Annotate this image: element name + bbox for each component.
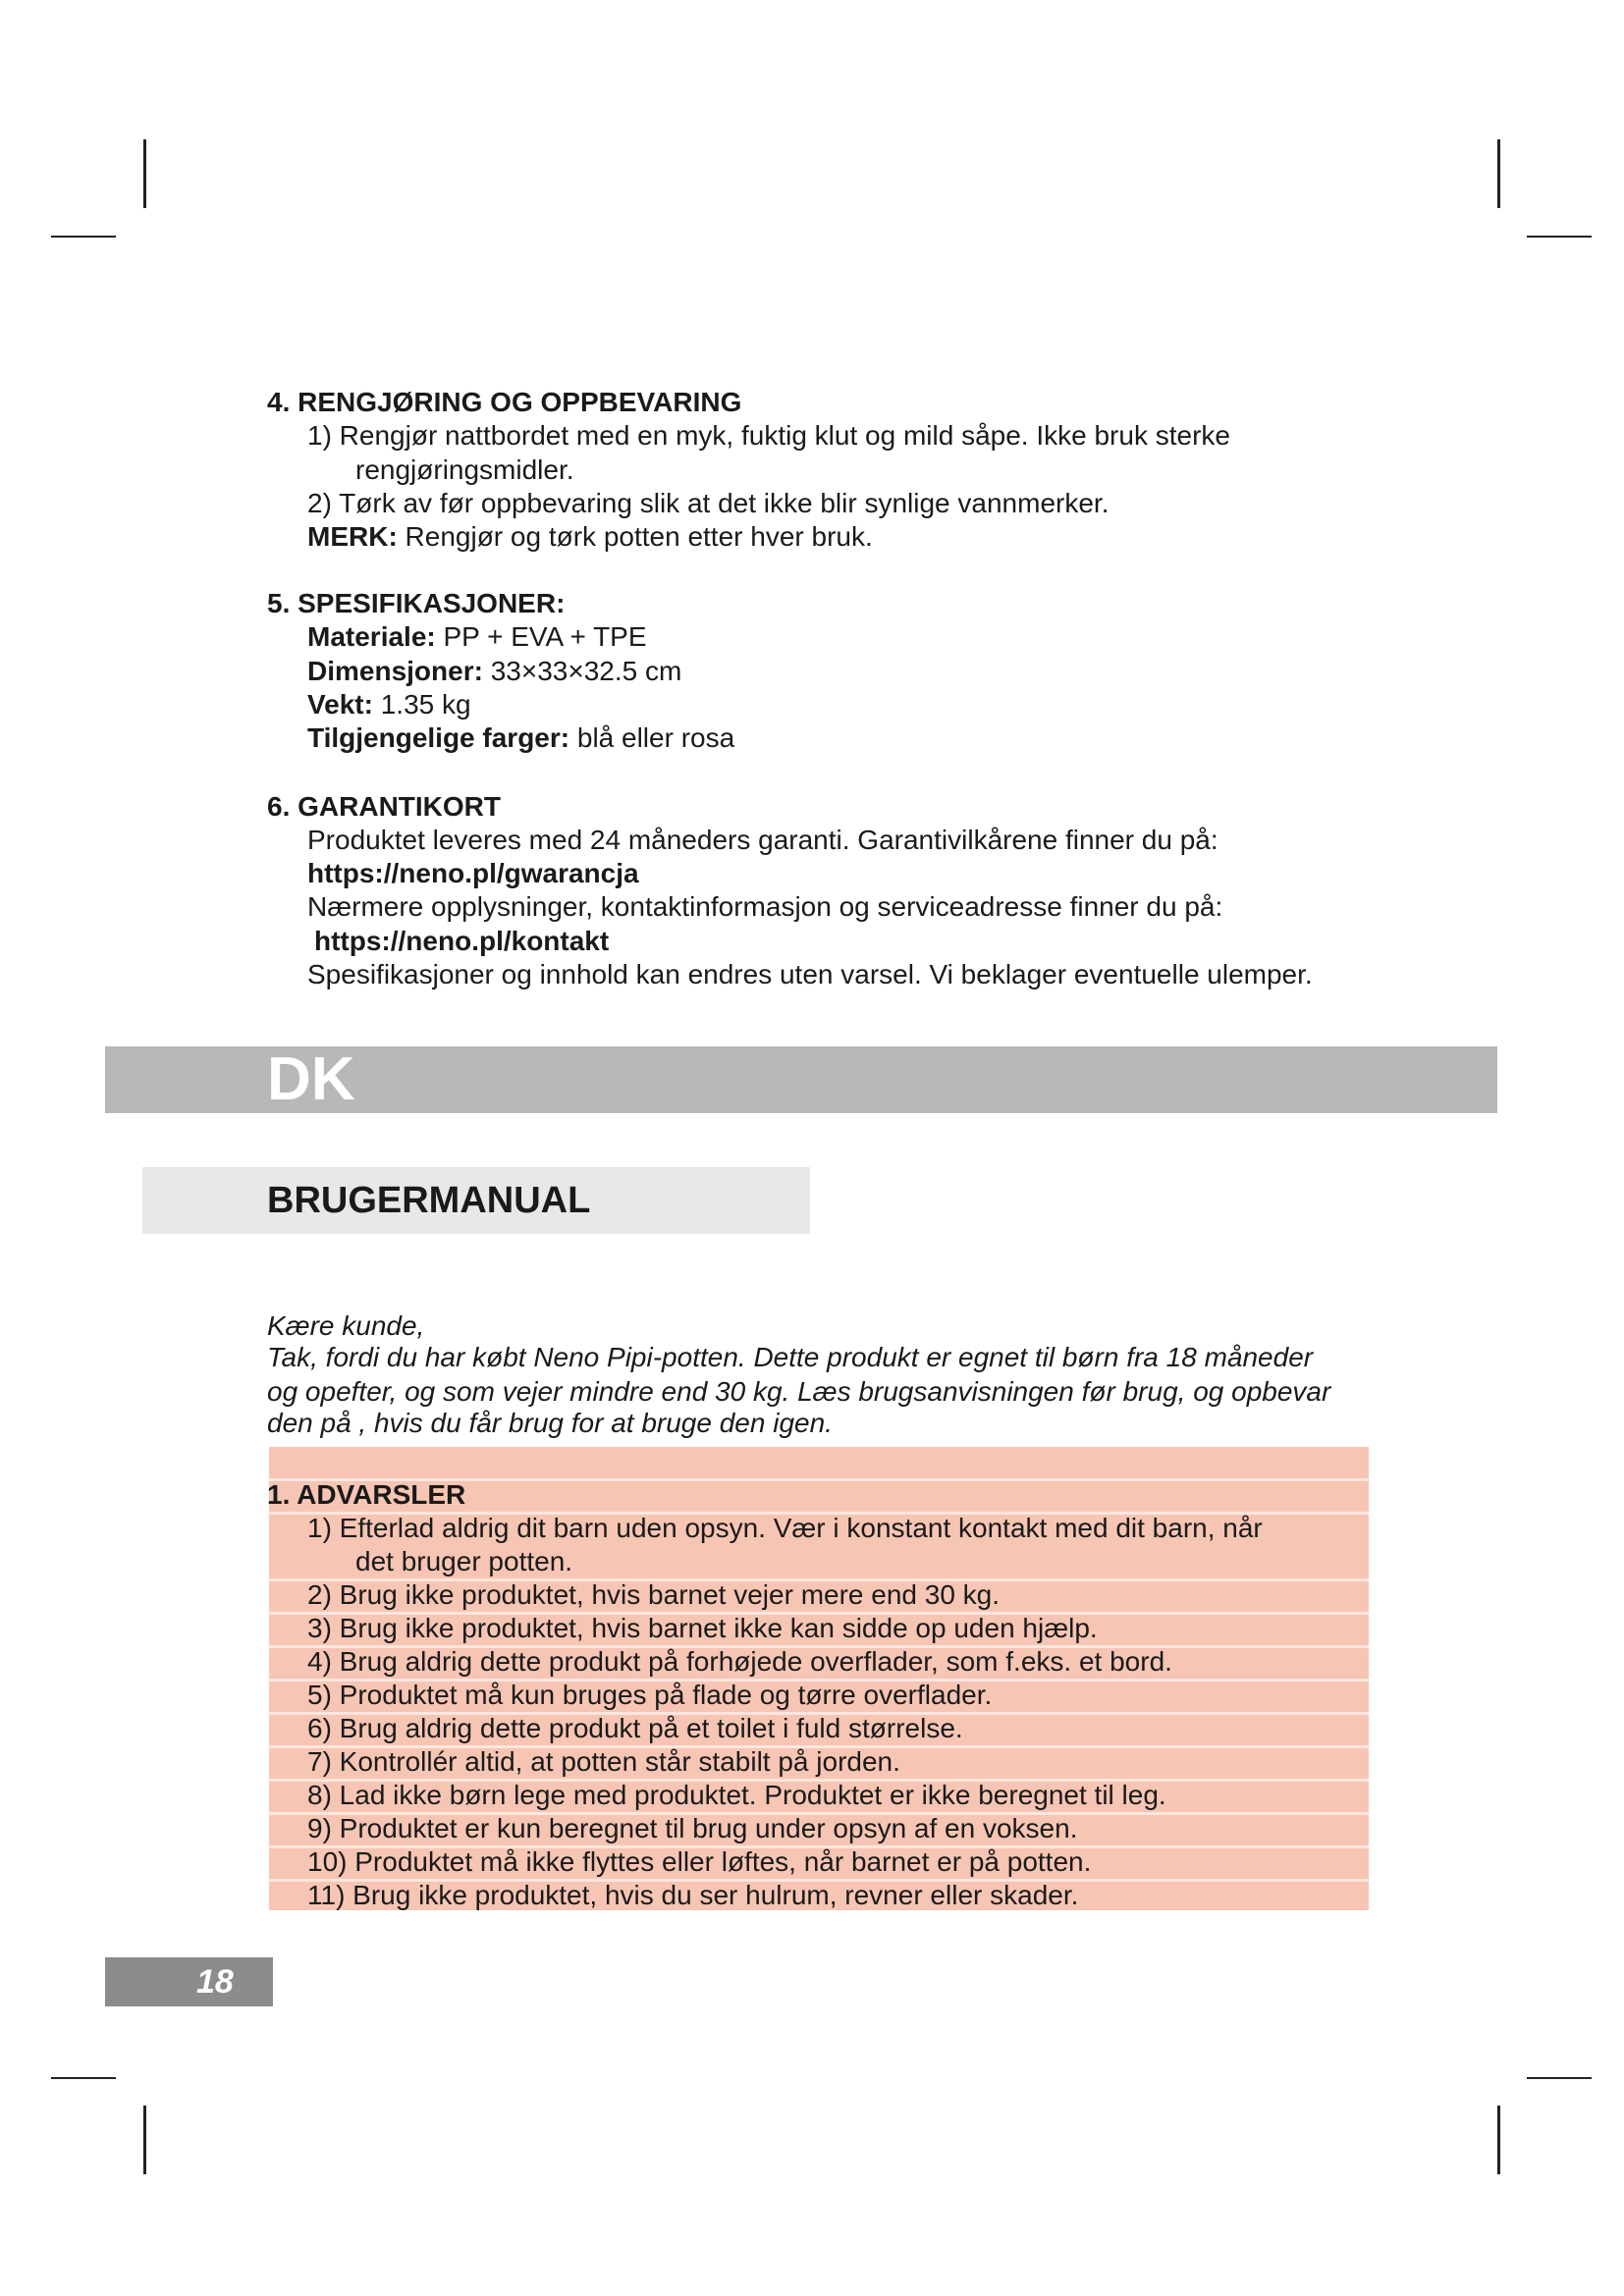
note xyxy=(307,520,873,554)
language-code: DK xyxy=(267,1045,355,1113)
warning-item: 2) Brug ikke produktet, hvis barnet vejer mere end 30 kg. xyxy=(307,1579,1001,1610)
crop-mark xyxy=(143,2106,146,2174)
spec-row xyxy=(307,655,681,688)
list-item: 2) Tørk av før oppbevaring slik at det ikke blir synlige vannmerker. xyxy=(307,488,1110,518)
manual-title: BRUGERMANUAL xyxy=(267,1180,591,1221)
intro-line: og opefter, og som vejer mindre end 30 kg. Læs brugsanvisningen før brug, og opbevar xyxy=(267,1376,1331,1407)
spec-label: Materiale: xyxy=(307,621,436,652)
crop-mark xyxy=(51,236,116,238)
crop-mark xyxy=(1497,2106,1500,2174)
note-text: Rengjør og tørk potten etter hver bruk. xyxy=(397,521,873,552)
spec-value: PP + EVA + TPE xyxy=(435,621,647,652)
section-heading: 1. ADVARSLER xyxy=(267,1479,466,1510)
warranty-link[interactable]: https://neno.pl/gwarancja xyxy=(307,858,639,888)
contact-link[interactable]: https://neno.pl/kontakt xyxy=(314,926,610,956)
warning-item: 10) Produktet må ikke flyttes eller løftes, når barnet er på potten. xyxy=(307,1846,1092,1877)
spec-label: Tilgjengelige farger: xyxy=(307,722,570,753)
intro-line: Kære kunde, xyxy=(267,1310,425,1341)
spec-label: Dimensjoner: xyxy=(307,656,483,686)
spec-value: blå eller rosa xyxy=(569,722,735,753)
warning-item: 7) Kontrollér altid, at potten står stabilt på jorden. xyxy=(307,1746,900,1777)
crop-mark xyxy=(51,2077,116,2079)
spec-value: 33×33×32.5 cm xyxy=(482,656,682,686)
crop-mark xyxy=(1527,236,1592,238)
section-heading: 6. GARANTIKORT xyxy=(267,791,501,822)
page-number: 18 xyxy=(196,1963,234,2001)
list-item: rengjøringsmidler. xyxy=(355,454,574,485)
spec-label: Vekt: xyxy=(307,689,373,720)
intro-line: den på , hvis du får brug for at bruge den igen. xyxy=(267,1408,833,1438)
spec-row xyxy=(307,721,734,755)
section-heading: 4. RENGJØRING OG OPPBEVARING xyxy=(267,387,742,417)
crop-mark xyxy=(143,139,146,208)
warning-item: 11) Brug ikke produktet, hvis du ser hulrum, revner eller skader. xyxy=(307,1880,1079,1910)
paragraph: Produktet leveres med 24 måneders garanti. Garantivilkårene finner du på: xyxy=(307,825,1218,855)
list-item: 1) Rengjør nattbordet med en myk, fuktig klut og mild såpe. Ikke bruk sterke xyxy=(307,420,1230,451)
spec-row xyxy=(307,620,647,654)
paragraph: Spesifikasjoner og innhold kan endres uten varsel. Vi beklager eventuelle ulemper. xyxy=(307,959,1313,989)
spec-value: 1.35 kg xyxy=(372,689,471,720)
spec-row xyxy=(307,688,471,721)
paragraph: Nærmere opplysninger, kontaktinformasjon og serviceadresse finner du på: xyxy=(307,891,1223,922)
warning-item: 4) Brug aldrig dette produkt på forhøjede overflader, som f.eks. et bord. xyxy=(307,1646,1172,1677)
warning-item: 8) Lad ikke børn lege med produktet. Produktet er ikke beregnet til leg. xyxy=(307,1780,1166,1810)
warning-item: 1) Efterlad aldrig dit barn uden opsyn. Vær i konstant kontakt med dit barn, når xyxy=(307,1513,1263,1543)
crop-mark xyxy=(1527,2077,1592,2079)
intro-line: Tak, fordi du har købt Neno Pipi-potten. Dette produkt er egnet til børn fra 18 måneder xyxy=(267,1342,1314,1372)
warning-item: det bruger potten. xyxy=(355,1546,573,1576)
note-label: MERK: xyxy=(307,521,398,552)
crop-mark xyxy=(1497,139,1500,208)
warning-item: 5) Produktet må kun bruges på flade og tørre overflader. xyxy=(307,1680,993,1710)
section-heading: 5. SPESIFIKASJONER: xyxy=(267,588,566,618)
warning-item: 6) Brug aldrig dette produkt på et toilet i fuld størrelse. xyxy=(307,1713,963,1743)
warning-item: 9) Produktet er kun beregnet til brug under opsyn af en voksen. xyxy=(307,1813,1078,1843)
warning-item: 3) Brug ikke produktet, hvis barnet ikke kan sidde op uden hjælp. xyxy=(307,1613,1098,1643)
